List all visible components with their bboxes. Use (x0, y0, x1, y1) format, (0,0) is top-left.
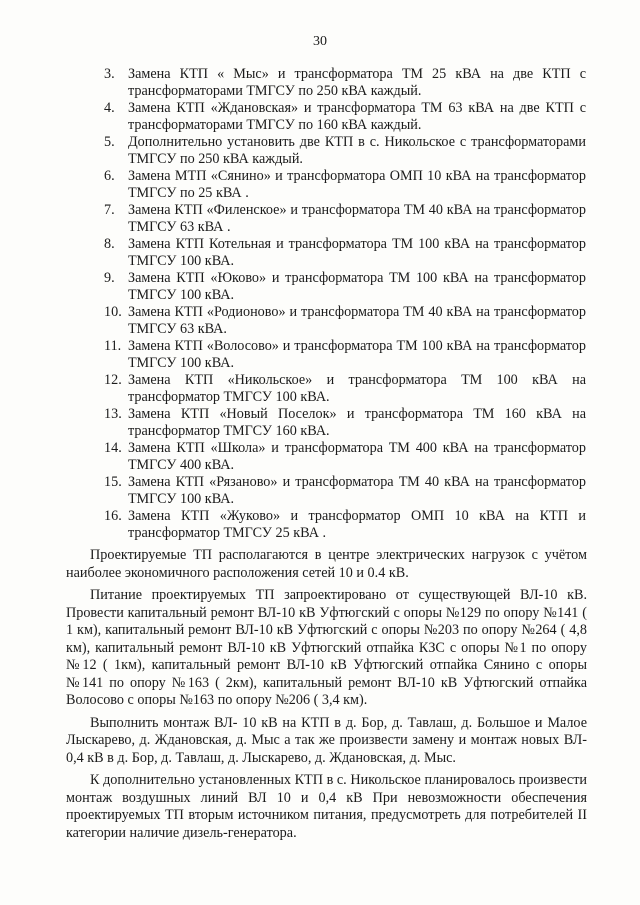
list-item-number: 16. (104, 508, 122, 524)
works-list (104, 66, 586, 542)
paragraph-nikolskoe: К дополнительно установленных КТП в с. Никольское планировалось произвести монтаж воздушных линий ВЛ 10 и 0,4 кВ При невозможности обеспечения проектируемых ТП вторым источником питания, предусмотреть для потребителей II категории наличие дизель-генератора. (66, 772, 587, 841)
list-item (104, 202, 586, 236)
list-item (104, 100, 586, 134)
list-item-number: 10. (104, 304, 122, 320)
list-item-number: 4. (104, 100, 115, 116)
list-item (104, 406, 586, 440)
list-item-text: Замена КТП «Жуково» и трансформатор ОМП 10 кВА на КТП и трансформатор ТМГСУ 25 кВА . (128, 508, 586, 541)
list-item (104, 134, 586, 168)
list-item-number: 13. (104, 406, 122, 422)
list-item-text: Замена КТП «Рязаново» и трансформатора ТМ 40 кВА на трансформатор ТМГСУ 100 кВА. (128, 474, 586, 507)
list-item-text: Замена КТП «Новый Поселок» и трансформатора ТМ 160 кВА на трансформатор ТМГСУ 160 кВА. (128, 406, 586, 439)
list-item-text: Замена КТП «Школа» и трансформатора ТМ 400 кВА на трансформатор ТМГСУ 400 кВА. (128, 440, 586, 473)
list-item (104, 372, 586, 406)
list-item (104, 66, 586, 100)
list-item-text: Замена КТП «Волосово» и трансформатора ТМ 100 кВА на трансформатор ТМГСУ 100 кВА. (128, 338, 586, 371)
list-item-text: Замена КТП «Ждановская» и трансформатора ТМ 63 кВА на две КТП с трансформаторами ТМГСУ по 160 кВА каждый. (128, 100, 586, 133)
list-item-text: Замена МТП «Сянино» и трансформатора ОМП 10 кВА на трансформатор ТМГСУ по 25 кВА . (128, 168, 586, 201)
list-item-number: 7. (104, 202, 115, 218)
list-item-number: 12. (104, 372, 122, 388)
body-text (66, 547, 587, 842)
list-item-text: Замена КТП «Родионово» и трансформатора ТМ 40 кВА на трансформатор ТМГСУ 63 кВА. (128, 304, 586, 337)
paragraph-power-supply: Питание проектируемых ТП запроектировано от существующей ВЛ-10 кВ. Провести капитальный ремонт ВЛ-10 кВ Уфтюгский с опоры №129 по опору №141 ( 1 км), капитальный ремонт ВЛ-10 кВ Уфтюгский с опоры №203 по опору №264 ( 4,8 км), капитальный ремонт ВЛ-10 кВ Уфтюгский отпайка КЗС с опоры №1 по опору №12 ( 1км), капитальный ремонт ВЛ-10 кВ Уфтюгский отпайка Сянино с опоры №141 по опору №163 ( 2км), капитальный ремонт ВЛ-10 кВ Уфтюгский отпайка Волосово с опоры №163 по опору №206 ( 3,4 км). (66, 587, 587, 708)
paragraph-line-installation: Выполнить монтаж ВЛ- 10 кВ на КТП в д. Бор, д. Тавлаш, д. Большое и Малое Лыскарево, д. Ждановская, д. Мыс а так же произвести замену и монтаж новых ВЛ- 0,4 кВ в д. Бор, д. Тавлаш, д. Лыскарево, д. Ждановская, д. Мыс. (66, 714, 587, 766)
list-item-text: Замена КТП «Филенское» и трансформатора ТМ 40 кВА на трансформатор ТМГСУ 63 кВА . (128, 202, 586, 235)
list-item-number: 15. (104, 474, 122, 490)
list-item-text: Замена КТП Котельная и трансформатора ТМ 100 кВА на трансформатор ТМГСУ 100 кВА. (128, 236, 586, 269)
list-item-text: Дополнительно установить две КТП в с. Никольское с трансформаторами ТМГСУ по 250 кВА каждый. (128, 134, 586, 167)
list-item-number: 3. (104, 66, 115, 82)
list-item (104, 338, 586, 372)
list-item-text: Замена КТП «Юково» и трансформатора ТМ 100 кВА на трансформатор ТМГСУ 100 кВА. (128, 270, 586, 303)
list-item (104, 440, 586, 474)
list-item (104, 168, 586, 202)
list-item (104, 508, 586, 542)
list-item (104, 474, 586, 508)
list-item (104, 270, 586, 304)
list-item (104, 304, 586, 338)
list-item-number: 9. (104, 270, 115, 286)
list-item-number: 14. (104, 440, 122, 456)
page-number: 30 (313, 34, 327, 49)
list-item-number: 11. (104, 338, 122, 354)
list-item-number: 8. (104, 236, 115, 252)
list-item-text: Замена КТП «Никольское» и трансформатора ТМ 100 кВА на трансформатор ТМГСУ 100 кВА. (128, 372, 586, 405)
list-item-number: 5. (104, 134, 115, 150)
list-item-number: 6. (104, 168, 115, 184)
list-item-text: Замена КТП « Мыс» и трансформатора ТМ 25 кВА на две КТП с трансформаторами ТМГСУ по 250 кВА каждый. (128, 66, 586, 99)
list-item (104, 236, 586, 270)
paragraph-load-centers: Проектируемые ТП располагаются в центре электрических нагрузок с учётом наиболее экономичного расположения сетей 10 и 0.4 кВ. (66, 547, 587, 581)
